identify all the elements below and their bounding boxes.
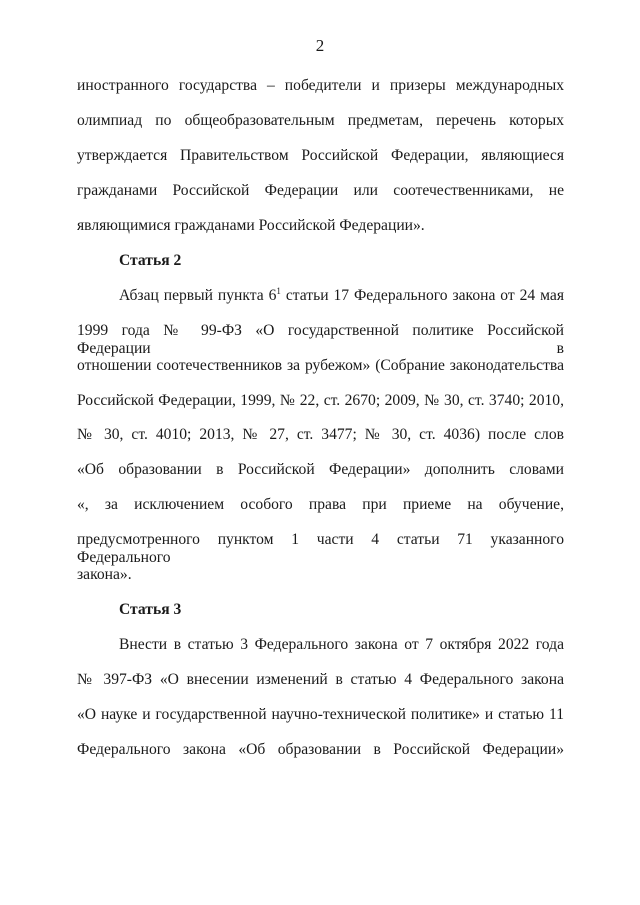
page-number: 2 (315, 36, 325, 55)
text-line: олимпиад по общеобразовательным предметам, перечень которых (77, 111, 564, 129)
text-line: утверждается Правительством Российской Федерации, являющиеся (77, 146, 564, 164)
text-line: «Об образовании в Российской Федерации» дополнить словами (77, 461, 564, 479)
text-line: отношении соотечественников за рубежом» (Собрание законодательства (77, 356, 564, 374)
text-fragment: Абзац первый пункта 6 (119, 286, 277, 304)
text-line: № 30, ст. 4010; 2013, № 27, ст. 3477; № 30, ст. 4036) после слов (77, 426, 564, 444)
text-fragment: статьи 17 Федерального закона от 24 мая (280, 286, 564, 304)
text-line: «О науке и государственной научно-технической политике» и статью 11 (77, 705, 564, 723)
text-line: Российской Федерации, 1999, № 22, ст. 2670; 2009, № 30, ст. 3740; 2010, (77, 391, 564, 409)
text-line: закона». (77, 566, 132, 584)
superscript: 1 (276, 286, 281, 296)
text-line: «, за исключением особого права при приеме на обучение, (77, 496, 564, 514)
article-heading: Статья 2 (119, 252, 182, 269)
continuation-paragraph (77, 77, 564, 251)
text-line: предусмотренного пунктом 1 части 4 статьи 71 указанного Федерального (77, 531, 564, 567)
text-line: гражданами Российской Федерации или соотечественниками, не (77, 181, 564, 199)
text-line: являющимися гражданами Российской Федерации». (77, 216, 425, 234)
text-line: Федерального закона «Об образовании в Российской Федерации» (77, 740, 564, 758)
text-line: иностранного государства – победители и призеры международных (77, 77, 564, 94)
article-3 (77, 601, 564, 775)
text-line: Внести в статью 3 Федерального закона от 7 октября 2022 года (119, 635, 564, 653)
text-line: 1999 года № 99-ФЗ «О государственной политике Российской Федерации в (77, 321, 564, 357)
article-2 (77, 252, 564, 601)
text-line: № 397-ФЗ «О внесении изменений в статью 4 Федерального закона (77, 670, 564, 688)
article-heading: Статья 3 (119, 601, 182, 618)
text-line (77, 287, 564, 322)
